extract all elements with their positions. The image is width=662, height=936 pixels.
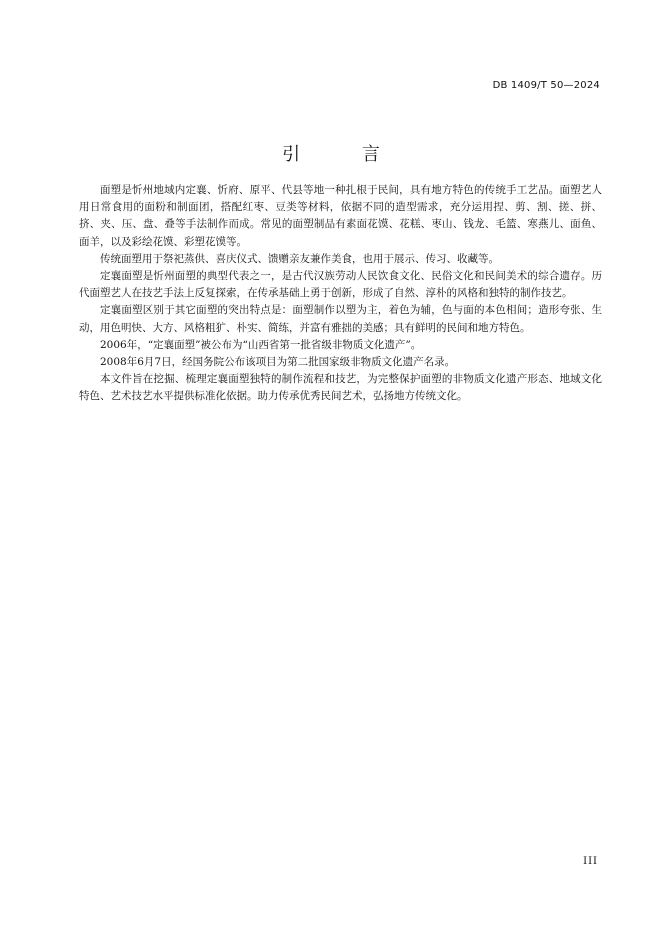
- paragraph-intro: 面塑是忻州地域内定襄、忻府、原平、代县等地一种扎根于民间，具有地方特色的传统手工艺品。面塑艺人用日常食用的面粉和制面团，搭配红枣、豆类等材料，依据不同的造型需求，充分运用捏、剪、割、搓、拼、挤、夹、压、盘、叠等手法制作而成。常见的面塑制品有素面花馍、花糕、枣山、钱龙、毛篮、寒燕儿、面鱼、面羊，以及彩绘花馍、彩塑花馍等。: [79, 184, 602, 248]
- document-code: DB 1409/T 50—2024: [492, 80, 600, 91]
- paragraph-provincial-heritage: 2006年，“定襄面塑”被公布为“山西省第一批省级非物质文化遗产”。: [100, 338, 422, 351]
- paragraph-purpose: 本文件旨在挖掘、梳理定襄面塑独特的制作流程和技艺，为完整保护面塑的非物质文化遗产形态、地域文化特色、艺术技艺水平提供标准化依据。助力传承优秀民间艺术，弘扬地方传统文化。: [79, 373, 602, 403]
- paragraph-dingxiang-representative: 定襄面塑是忻州面塑的典型代表之一，是古代汉族劳动人民饮食文化、民俗文化和民间美术的综合遗存。历代面塑艺人在技艺手法上反复探索，在传承基础上勇于创新，形成了自然、淳朴的风格和独特的制作技艺。: [79, 270, 602, 300]
- paragraph-national-heritage: 2008年6月7日，经国务院公布该项目为第二批国家级非物质文化遗产名录。: [100, 356, 456, 369]
- document-body: [79, 182, 602, 406]
- paragraph-characteristics: 定襄面塑区别于其它面塑的突出特点是：面塑制作以塑为主，着色为辅，色与面的本色相间；造形夸张、生动，用色明快、大方、风格粗犷、朴实、简练，并富有雅拙的美感；具有鲜明的民间和地方特色。: [79, 304, 602, 334]
- page-number: III: [583, 856, 598, 867]
- paragraph-traditional-use: 传统面塑用于祭祀蒸供、喜庆仪式、馈赠亲友兼作美食，也用于展示、传习、收藏等。: [100, 252, 499, 265]
- page-title: 引 言: [282, 144, 408, 165]
